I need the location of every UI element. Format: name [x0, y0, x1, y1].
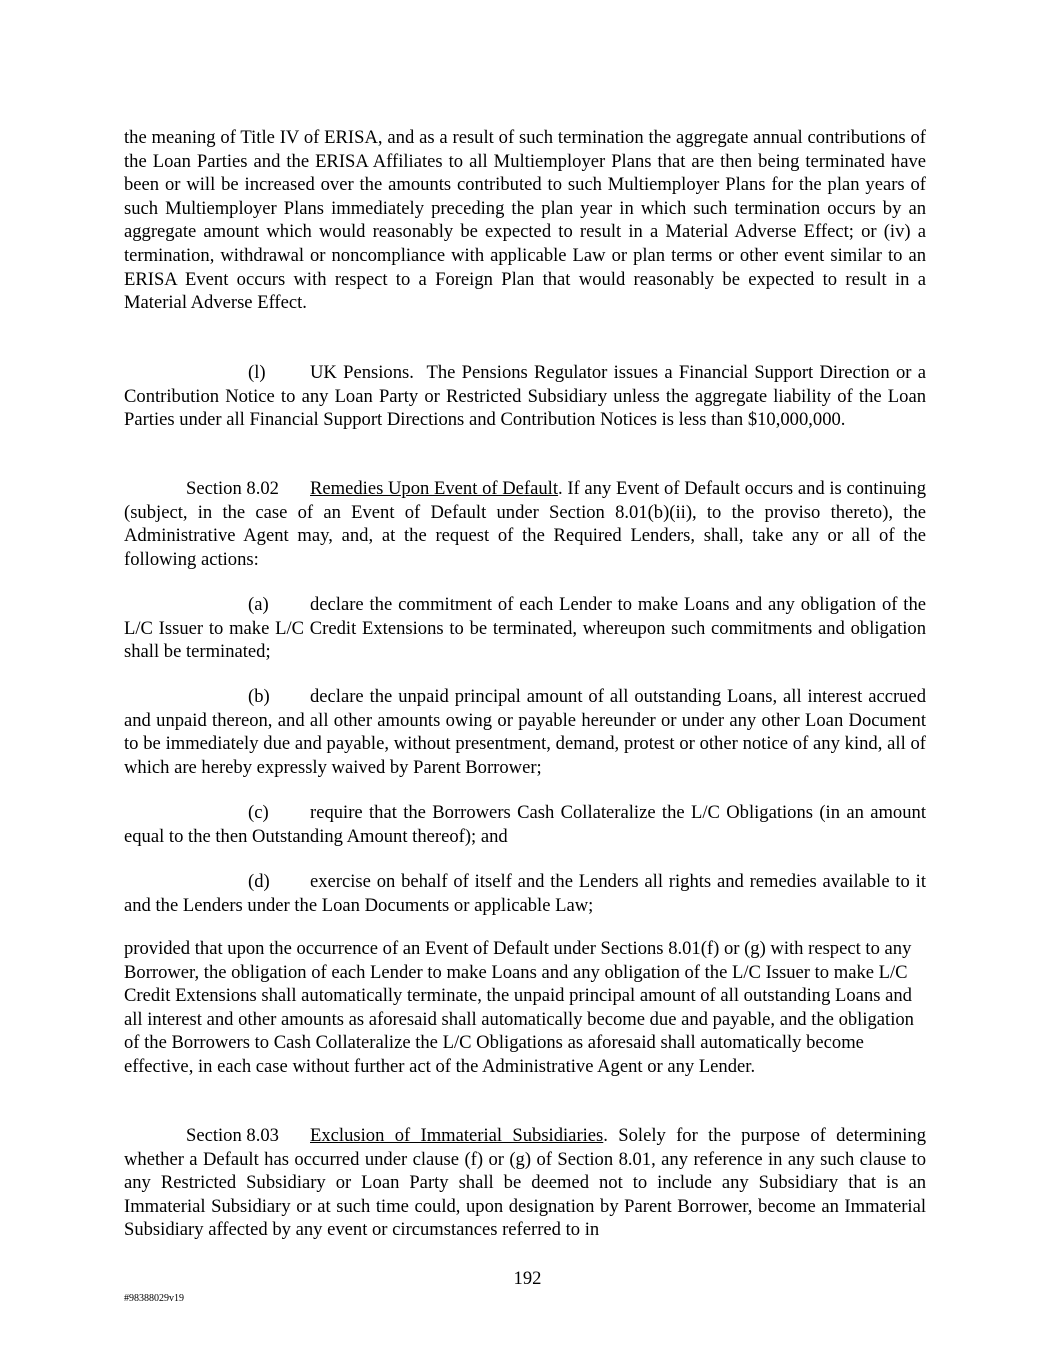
section-number: Section 8.03 [186, 1125, 279, 1146]
clause-marker: (l) [248, 362, 266, 383]
clause-text: declare the commitment of each Lender to make Loans and any obligation of the L/C Issuer to make L/C Credit Extensions to be terminated, whereupon such commitments and obligation shall be terminated; [124, 594, 926, 663]
section-title: Exclusion of Immaterial Subsidiaries [310, 1125, 604, 1146]
clause-text: exercise on behalf of itself and the Lenders all rights and remedies available to it and the Lenders under the Loan Documents or applicable Law; [124, 871, 926, 916]
document-id: #98388029v19 [124, 1293, 184, 1304]
clause-c [124, 801, 926, 848]
clause-text: declare the unpaid principal amount of all outstanding Loans, all interest accrued and unpaid thereon, and all other amounts owing or payable hereunder or under any other Loan Document to be immediately due and payable, without presentment, demand, protest or other notice of any kind, all of which are hereby expressly waived by Parent Borrower; [124, 686, 926, 778]
paragraph-erisa-continuation: the meaning of Title IV of ERISA, and as a result of such termination the aggregate annual contributions of the Loan Parties and the ERISA Affiliates to all Multiemployer Plans that are then being terminated have been or will be increased over the amounts contributed to such Multiemployer Plans for the plan years of such Multiemployer Plans immediately preceding the plan year in which such termination occurs by an aggregate amount which would reasonably be expected to result in a Material Adverse Effect; or (iv) a termination, withdrawal or noncompliance with applicable Law or plan terms or other event similar to an ERISA Event occurs with respect to a Foreign Plan that would reasonably be expected to result in a Material Adverse Effect. [124, 127, 926, 314]
clause-a [124, 593, 926, 664]
section-8-02 [124, 477, 926, 571]
section-title: Remedies Upon Event of Default [310, 478, 559, 499]
section-number: Section 8.02 [186, 478, 279, 499]
clause-text: require that the Borrowers Cash Collateralize the L/C Obligations (in an amount equal to the then Outstanding Amount thereof); and [124, 802, 926, 847]
section-text: . If any Event of Default occurs and is continuing (subject, in the case of an Event of Default under Section 8.01(b)(ii), to the proviso thereto), the Administrative Agent may, and, at the request of the Required Lenders, shall, take any or all of the following actions: [124, 478, 926, 570]
clause-marker: (b) [248, 686, 270, 707]
clause-text: The Pensions Regulator issues a Financial Support Direction or a Contribution Notice to any Loan Party or Restricted Subsidiary unless the aggregate liability of the Loan Parties under all Financial Support Directions and Contribution Notices is less than $10,000,000. [124, 362, 927, 431]
clause-marker: (a) [248, 594, 269, 615]
clause-heading: UK Pensions. [310, 362, 414, 383]
clause-b [124, 685, 926, 779]
clause-marker: (c) [248, 802, 269, 823]
section-8-03 [124, 1124, 926, 1242]
clause-l-uk-pensions [124, 361, 926, 432]
clause-d [124, 870, 926, 917]
page-number: 192 [513, 1268, 542, 1289]
clause-marker: (d) [248, 871, 270, 892]
paragraph-proviso: provided that upon the occurrence of an Event of Default under Sections 8.01(f) or (g) with respect to any Borrower, the obligation of each Lender to make Loans and any obligation of the L/C Issuer to make L/C Credit Extensions shall automatically terminate, the unpaid principal amount of all outstanding Loans and all interest and other amounts as aforesaid shall automatically become due and payable, and the obligation of the Borrowers to Cash Collateralize the L/C Obligations as aforesaid shall automatically become effective, in each case without further act of the Administrative Agent or any Lender. [124, 938, 914, 1077]
section-text: . Solely for the purpose of determining whether a Default has occurred under clause (f) or (g) of Section 8.01, any reference in any such clause to any Restricted Subsidiary or Loan Party shall be deemed not to include any Subsidiary that is an Immaterial Subsidiary or at such time could, upon designation by Parent Borrower, become an Immaterial Subsidiary affected by any event or circumstances referred to in [124, 1125, 926, 1241]
